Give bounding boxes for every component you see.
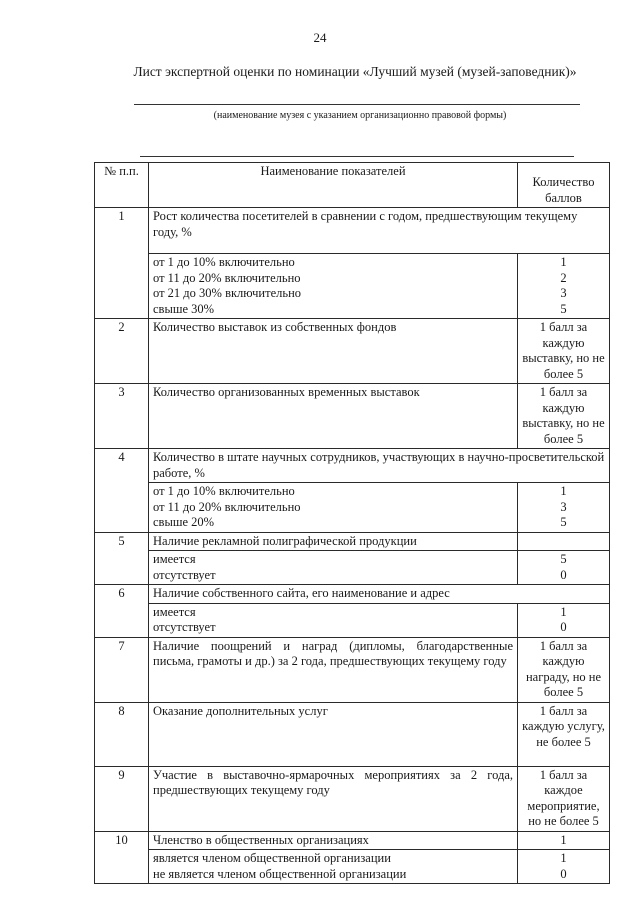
row-num: 5 (95, 532, 149, 585)
table-row (95, 532, 610, 551)
row-num: 4 (95, 449, 149, 533)
row-points: 1 3 5 (518, 483, 610, 533)
table-row (95, 585, 610, 604)
table-row-options (95, 850, 610, 884)
row-name: Количество в штате научных сотрудников, участвующих в научно-просветительской работе, % (149, 449, 610, 483)
row-name: Участие в выставочно-ярмарочных мероприятиях за 2 года, предшествующих текущему году (149, 766, 518, 831)
row-points: 1 0 (518, 603, 610, 637)
row-name: Рост количества посетителей в сравнении с годом, предшествующим текущему году, % (149, 208, 610, 254)
row-points: 1 (518, 831, 610, 850)
row-name: Наличие поощрений и наград (дипломы, благодарственные письма, грамоты и др.) за 2 года, предшествующих текущему году (149, 637, 518, 702)
row-points: 1 балл за каждую выставку, но не более 5 (518, 384, 610, 449)
row-points: 1 балл за каждую выставку, но не более 5 (518, 319, 610, 384)
row-options: имеется отсутствует (149, 603, 518, 637)
header-name: Наименование показателей (149, 163, 518, 208)
table-row (95, 702, 610, 766)
row-options: является членом общественной организации не является членом общественной организации (149, 850, 518, 884)
row-options: от 1 до 10% включительно от 11 до 20% включительно свыше 20% (149, 483, 518, 533)
table-row-options (95, 551, 610, 585)
table-row (95, 831, 610, 850)
row-points: 1 0 (518, 850, 610, 884)
blank-line (140, 156, 574, 157)
row-name: Наличие собственного сайта, его наименование и адрес (149, 585, 610, 604)
row-name: Количество организованных временных выставок (149, 384, 518, 449)
row-num: 7 (95, 637, 149, 702)
row-num: 2 (95, 319, 149, 384)
row-name: Оказание дополнительных услуг (149, 702, 518, 766)
row-name: Количество выставок из собственных фондов (149, 319, 518, 384)
row-points: 1 балл за каждую услугу, не более 5 (518, 702, 610, 766)
museum-name-line (134, 104, 580, 105)
evaluation-table (94, 162, 610, 884)
row-options: от 1 до 10% включительно от 11 до 20% включительно от 21 до 30% включительно свыше 30% (149, 254, 518, 319)
table-row (95, 208, 610, 254)
document-title: Лист экспертной оценки по номинации «Лучший музей (музей-заповедник)» (133, 64, 577, 79)
row-name: Членство в общественных организациях (149, 831, 518, 850)
page-number: 24 (313, 30, 327, 45)
table-row-options (95, 254, 610, 319)
row-num: 10 (95, 831, 149, 884)
row-num: 1 (95, 208, 149, 319)
row-options: имеется отсутствует (149, 551, 518, 585)
table-row (95, 319, 610, 384)
table-row (95, 637, 610, 702)
table-row (95, 384, 610, 449)
table-row (95, 766, 610, 831)
row-points: 1 балл за каждую награду, но не более 5 (518, 637, 610, 702)
row-num: 3 (95, 384, 149, 449)
museum-name-hint: (наименование музея с указанием организационно правовой формы) (213, 110, 507, 121)
row-num: 6 (95, 585, 149, 638)
table-row-options (95, 603, 610, 637)
row-num: 9 (95, 766, 149, 831)
row-points: 5 0 (518, 551, 610, 585)
table-header-row (95, 163, 610, 208)
table-row (95, 449, 610, 483)
header-num: № п.п. (95, 163, 149, 208)
table-row-options (95, 483, 610, 533)
header-points: Количество баллов (518, 163, 610, 208)
row-name: Наличие рекламной полиграфической продукции (149, 532, 518, 551)
row-points: 1 балл за каждое мероприятие, но не более 5 (518, 766, 610, 831)
row-num: 8 (95, 702, 149, 766)
row-points-empty (518, 532, 610, 551)
row-points: 1 2 3 5 (518, 254, 610, 319)
